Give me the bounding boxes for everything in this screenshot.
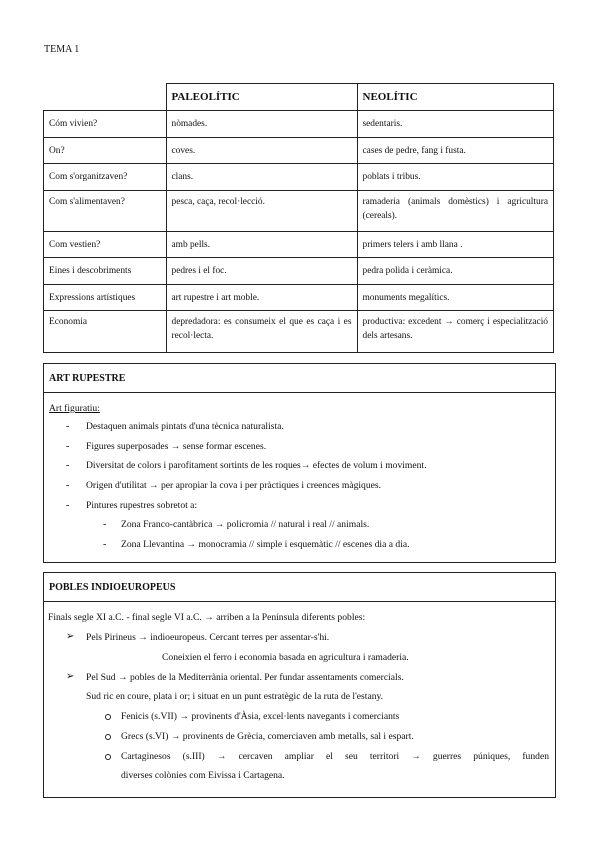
table-row: [44, 285, 554, 311]
bullet-dash: -: [103, 539, 107, 550]
row-paleo: pesca, caça, recol·lecció.: [166, 191, 357, 232]
row-paleo: coves.: [166, 138, 357, 164]
col-header-paleolitic: PALEOLÍTIC: [166, 84, 357, 111]
art-item: Destaquen animals pintats d'una tècnica naturalista.: [86, 421, 284, 432]
pobles-point: Pel Sud → pobles de la Mediterrània oriental. Per fundar assentaments comercials.: [86, 672, 404, 683]
row-neo: sedentaris.: [357, 111, 554, 138]
bullet-dash: -: [66, 480, 70, 491]
table-row: [44, 111, 554, 138]
table-row: [44, 138, 554, 164]
arrow-bullet-icon: ➢: [66, 671, 75, 682]
col-header-neolitic: NEOLÍTIC: [357, 84, 554, 111]
row-question: Cóm vivien?: [44, 111, 167, 138]
art-subitem: Zona Franco-cantàbrica → policromia // natural i real // animals.: [121, 519, 370, 530]
row-neo: pedra polida i ceràmica.: [357, 258, 554, 285]
bullet-dash: -: [66, 441, 70, 452]
bullet-dash: -: [103, 519, 107, 530]
row-question: On?: [44, 138, 167, 164]
page-heading: TEMA 1: [44, 44, 80, 55]
pobles-box: [43, 572, 556, 798]
art-item: Pintures rupestres sobretot a:: [86, 500, 198, 511]
table-row: [44, 164, 554, 191]
art-rupestre-title: ART RUPESTRE: [44, 364, 555, 393]
table-header-row: [44, 84, 554, 111]
row-question: Com vestien?: [44, 232, 167, 258]
row-paleo: clans.: [166, 164, 357, 191]
row-neo: monuments megalítics.: [357, 285, 554, 311]
row-paleo: amb pells.: [166, 232, 357, 258]
arrow-bullet-icon: ➢: [66, 631, 75, 642]
pobles-subitem: Fenicis (s.VII) → provinents d'Àsia, excel·lents navegants i comerciants: [121, 711, 400, 722]
row-neo: cases de pedre, fang i fusta.: [357, 138, 554, 164]
row-paleo: depredadora: es consumeix el que es caça i es recol·lecta.: [166, 311, 357, 353]
row-paleo: art rupestre i art moble.: [166, 285, 357, 311]
row-neo: poblats i tribus.: [357, 164, 554, 191]
bullet-dash: -: [66, 460, 70, 471]
pobles-intro: Finals segle XI a.C. - final segle VI a.C. → arriben a la Península diferents pobles:: [48, 612, 366, 623]
circle-bullet-icon: [105, 734, 111, 740]
pobles-subitem: Grecs (s.VI) → provinents de Grècia, comerciaven amb metalls, sal i espart.: [121, 731, 414, 742]
art-subitem: Zona Llevantina → monocramia // simple i esquemàtic // escenes dia a dia.: [121, 539, 410, 550]
row-question: Com s'alimentaven?: [44, 191, 167, 232]
pobles-point-detail: Sud ric en coure, plata i or; i situat en un punt estratègic de la ruta de l'estany.: [86, 691, 384, 702]
table-row: [44, 258, 554, 285]
pobles-subitem: Cartaginesos (s.III) → cercaven ampliar el seu territori → guerres púniques, funden: [121, 751, 549, 762]
pobles-subitem-cont: diverses colònies com Eivissa i Cartagena.: [121, 770, 285, 781]
bullet-dash: -: [66, 500, 70, 511]
table-row: [44, 232, 554, 258]
row-question: Expressions artístiques: [44, 285, 167, 311]
row-question: Economia: [44, 311, 167, 353]
pobles-point-detail: Coneixien el ferro i economia basada en agricultura i ramaderia.: [162, 652, 409, 663]
row-paleo: pedres i el foc.: [166, 258, 357, 285]
art-item: Diversitat de colors i parofitament sortints de les roques→ efectes de volum i moviment.: [86, 460, 427, 471]
art-item: Origen d'utilitat → per apropiar la cova i per pràctiques i creences màgiques.: [86, 480, 382, 491]
row-neo: ramaderia (animals domèstics) i agricultura (cereals).: [357, 191, 554, 232]
table-corner: [44, 84, 167, 111]
pobles-title: POBLES INDIOEUROPEUS: [44, 573, 555, 602]
comparison-table: [43, 83, 554, 353]
row-question: Com s'organitzaven?: [44, 164, 167, 191]
bullet-dash: -: [66, 421, 70, 432]
row-paleo: nòmades.: [166, 111, 357, 138]
table-row: [44, 191, 554, 232]
art-item: Figures superposades → sense formar escenes.: [86, 441, 267, 452]
row-neo: primers telers i amb llana .: [357, 232, 554, 258]
circle-bullet-icon: [105, 754, 111, 760]
row-neo: productiva: excedent → comerç i especialització dels artesans.: [357, 311, 554, 353]
table-row: [44, 311, 554, 353]
art-figuratiu-subtitle: Art figuratiu:: [49, 403, 100, 414]
row-question: Eines i descobriments: [44, 258, 167, 285]
circle-bullet-icon: [105, 714, 111, 720]
pobles-point: Pels Pirineus → indioeuropeus. Cercant terres per assentar-s'hi.: [86, 632, 330, 643]
